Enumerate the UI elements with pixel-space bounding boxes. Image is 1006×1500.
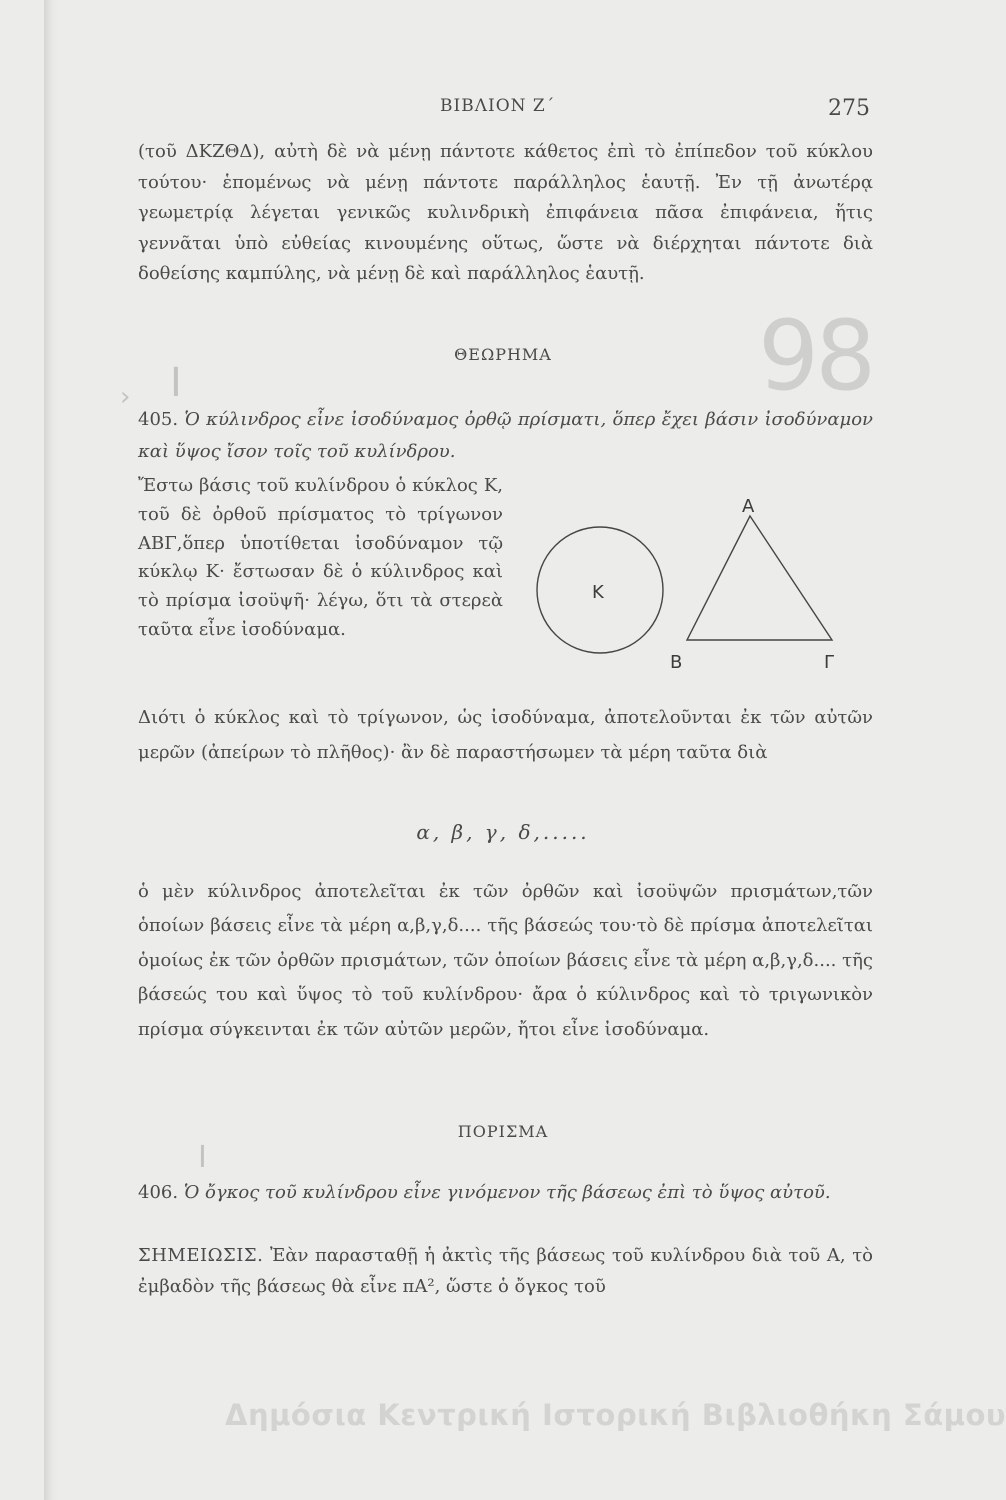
library-watermark: Δημόσια Κεντρική Ιστορική Βιβλιοθήκη Σάμου xyxy=(225,1398,1006,1432)
note-text: Ἐὰν παρασταθῇ ἡ ἀκτὶς τῆς βάσεως τοῦ κυλίνδρου διὰ τοῦ Α, τὸ ἐμβαδὸν τῆς βάσεως θὰ εἶνε πΑ², ὥστε ὁ ὄγκος τοῦ xyxy=(138,1245,873,1297)
opening-paragraph: (τοῦ ΔΚΖΘΔ), αὐτὴ δὲ νὰ μένῃ πάντοτε κάθετος ἐπὶ τὸ ἐπίπεδον τοῦ κύκλου τούτου· ἑπομένως νὰ μένῃ πάντοτε παράλληλος ἑαυτῇ. Ἐν τῇ ἀνωτέρᾳ γεωμετρίᾳ λέγεται γενικῶς κυλινδρικὴ ἐπιφάνεια πᾶσα ἐπιφάνεια, ἥτις γεννᾶται ὑπὸ εὐθείας κινουμένης οὕτως, ὥστε νὰ διέρχηται πάντοτε διὰ δοθείσης καμπύλης, νὰ μένῃ δὲ καὶ παράλληλος ἑαυτῇ. xyxy=(138,141,873,285)
note-paragraph xyxy=(138,1240,873,1302)
proof-conclusion: ὁ μὲν κύλινδρος ἀποτελεῖται ἐκ τῶν ὀρθῶν καὶ ἰσοϋψῶν πρισμάτων,τῶν ὁποίων βάσεις εἶνε τὰ μέρη α,β,γ,δ.... τῆς βάσεώς του·τὸ δὲ πρίσμα ἀποτελεῖται ὁμοίως ἐκ τῶν ὀρθῶν πρισμάτων, τῶν ὁποίων βάσεις εἶνε τὰ μέρη α,β,γ,δ.... τῆς βάσεώς του καὶ ὕψος τὸ τοῦ κυλίνδρου· ἄρα ὁ κύλινδρος καὶ τὸ τριγωνικὸν πρίσμα σύγκεινται ἐκ τῶν αὐτῶν μερῶν, ἤτοι εἶνε ἰσοδύναμα. xyxy=(138,881,873,1040)
pencil-mark: › xyxy=(120,382,131,412)
circle-label: Κ xyxy=(592,582,604,603)
running-title: ΒΙΒΛΙΟΝ Ζ΄ xyxy=(440,96,556,116)
vertex-b-label: Β xyxy=(670,652,683,673)
figure-circle-triangle xyxy=(520,490,890,690)
theorem-number: 405. xyxy=(138,409,179,430)
vertex-a-label: Α xyxy=(742,496,755,517)
theorem-heading: ΘΕΩΡΗΜΑ xyxy=(454,345,552,364)
theorem-statement xyxy=(138,404,873,468)
corollary-statement xyxy=(138,1177,873,1209)
pencil-annotation-2: Ι xyxy=(198,1140,207,1175)
page-binding-edge xyxy=(44,0,58,1500)
proof-because: Διότι ὁ κύκλος καὶ τὸ τρίγωνον, ὡς ἰσοδύναμα, ἀποτελοῦνται ἐκ τῶν αὐτῶν μερῶν (ἀπείρων τὸ πλῆθος)· ἂν δὲ παραστήσωμεν τὰ μέρη ταῦτα διὰ xyxy=(138,707,873,763)
proof-setup: Ἔστω βάσις τοῦ κυλίνδρου ὁ κύκλος Κ, τοῦ δὲ ὀρθοῦ πρίσματος τὸ τρίγωνον ΑΒΓ,ὅπερ ὑποτίθεται ἰσοδύναμον τῷ κύκλῳ Κ· ἔστωσαν δὲ ὁ κύλινδρος καὶ τὸ πρίσμα ἰσοϋψῆ· λέγω, ὅτι τὰ στερεὰ ταῦτα εἶνε ἰσοδύναμα. xyxy=(138,475,503,640)
theorem-text: Ὁ κύλινδρος εἶνε ἰσοδύναμος ὀρθῷ πρίσματι, ὅπερ ἔχει βάσιν ἰσοδύναμον καὶ ὕψος ἴσον τοῖς τοῦ κυλίνδρου. xyxy=(138,409,873,462)
note-label: ΣΗΜΕΙΩΣΙΣ. xyxy=(138,1245,264,1266)
page-header xyxy=(140,96,870,126)
page-number: 275 xyxy=(828,96,870,121)
vertex-g-label: Γ xyxy=(824,652,835,673)
pencil-annotation-1: Ι xyxy=(170,360,182,406)
corollary-text: Ὁ ὄγκος τοῦ κυλίνδρου εἶνε γινόμενον τῆς βάσεως ἐπὶ τὸ ὕψος αὐτοῦ. xyxy=(183,1182,831,1203)
pencil-page-annotation: 98 xyxy=(758,300,873,412)
corollary-heading: ΠΟΡΙΣΜΑ xyxy=(457,1122,549,1141)
parts-sequence: α, β, γ, δ,..... xyxy=(416,820,590,844)
triangle-abg xyxy=(687,516,832,640)
corollary-number: 406. xyxy=(138,1182,179,1203)
